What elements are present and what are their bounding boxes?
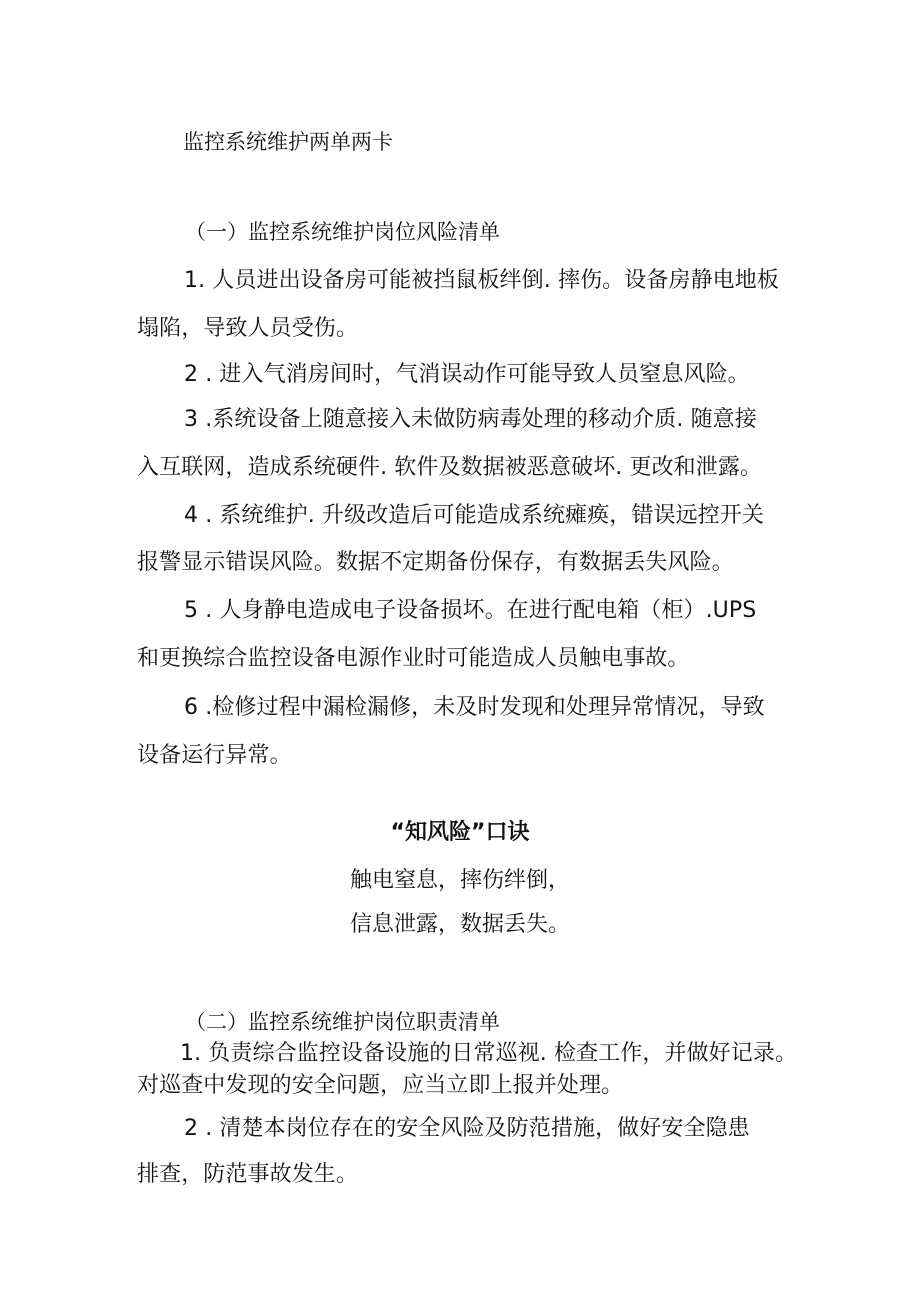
- risk-item-6-line-2: 设备运行异常。: [137, 743, 292, 768]
- duty-item-2-line-1: 2 . 清楚本岗位存在的安全风险及防范措施，做好安全隐患: [184, 1116, 750, 1141]
- risk-item-5-line-2: 和更换综合监控设备电源作业时可能造成人员触电事故。: [137, 646, 690, 671]
- mnemonic-line-1: 触电窒息，摔伤绊倒，: [349, 868, 570, 893]
- document-title: 监控系统维护两单两卡: [183, 130, 393, 154]
- risk-item-4-line-1: 4 . 系统维护. 升级改造后可能造成系统瘫痪，错误远控开关: [184, 503, 764, 528]
- duty-item-1-line-2: 对巡查中发现的安全问题，应当立即上报并处理。: [137, 1073, 624, 1098]
- duty-section-heading: （二）监控系统维护岗位职责清单: [185, 1010, 500, 1034]
- risk-item-1-line-1: 1. 人员进出设备房可能被挡鼠板绊倒. 摔伤。设备房静电地板: [184, 268, 779, 293]
- risk-item-1-line-2: 塌陷，导致人员受伤。: [137, 316, 359, 341]
- risk-item-2-line-1: 2 . 进入气消房间时，气消误动作可能导致人员窒息风险。: [184, 362, 750, 387]
- mnemonic-title: “知风险”口诀: [390, 820, 530, 845]
- duty-item-1-line-1: 1. 负责综合监控设备设施的日常巡视. 检查工作，并做好记录。: [180, 1041, 798, 1066]
- risk-section-heading: （一）监控系统维护岗位风险清单: [185, 220, 500, 244]
- duty-item-2-line-2: 排查，防范事故发生。: [137, 1162, 359, 1187]
- risk-item-3-line-2: 入互联网，造成系统硬件. 软件及数据被恶意破坏. 更改和泄露。: [137, 455, 763, 480]
- risk-item-6-line-1: 6 .检修过程中漏检漏修，未及时发现和处理异常情况，导致: [184, 695, 765, 720]
- risk-item-4-line-2: 报警显示错误风险。数据不定期备份保存，有数据丢失风险。: [137, 550, 734, 575]
- mnemonic-line-2: 信息泄露，数据丢失。: [349, 912, 570, 937]
- risk-item-3-line-1: 3 .系统设备上随意接入未做防病毒处理的移动介质. 随意接: [184, 407, 757, 432]
- risk-item-5-line-1: 5 . 人身静电造成电子设备损坏。在进行配电箱（柜）.UPS: [184, 598, 757, 623]
